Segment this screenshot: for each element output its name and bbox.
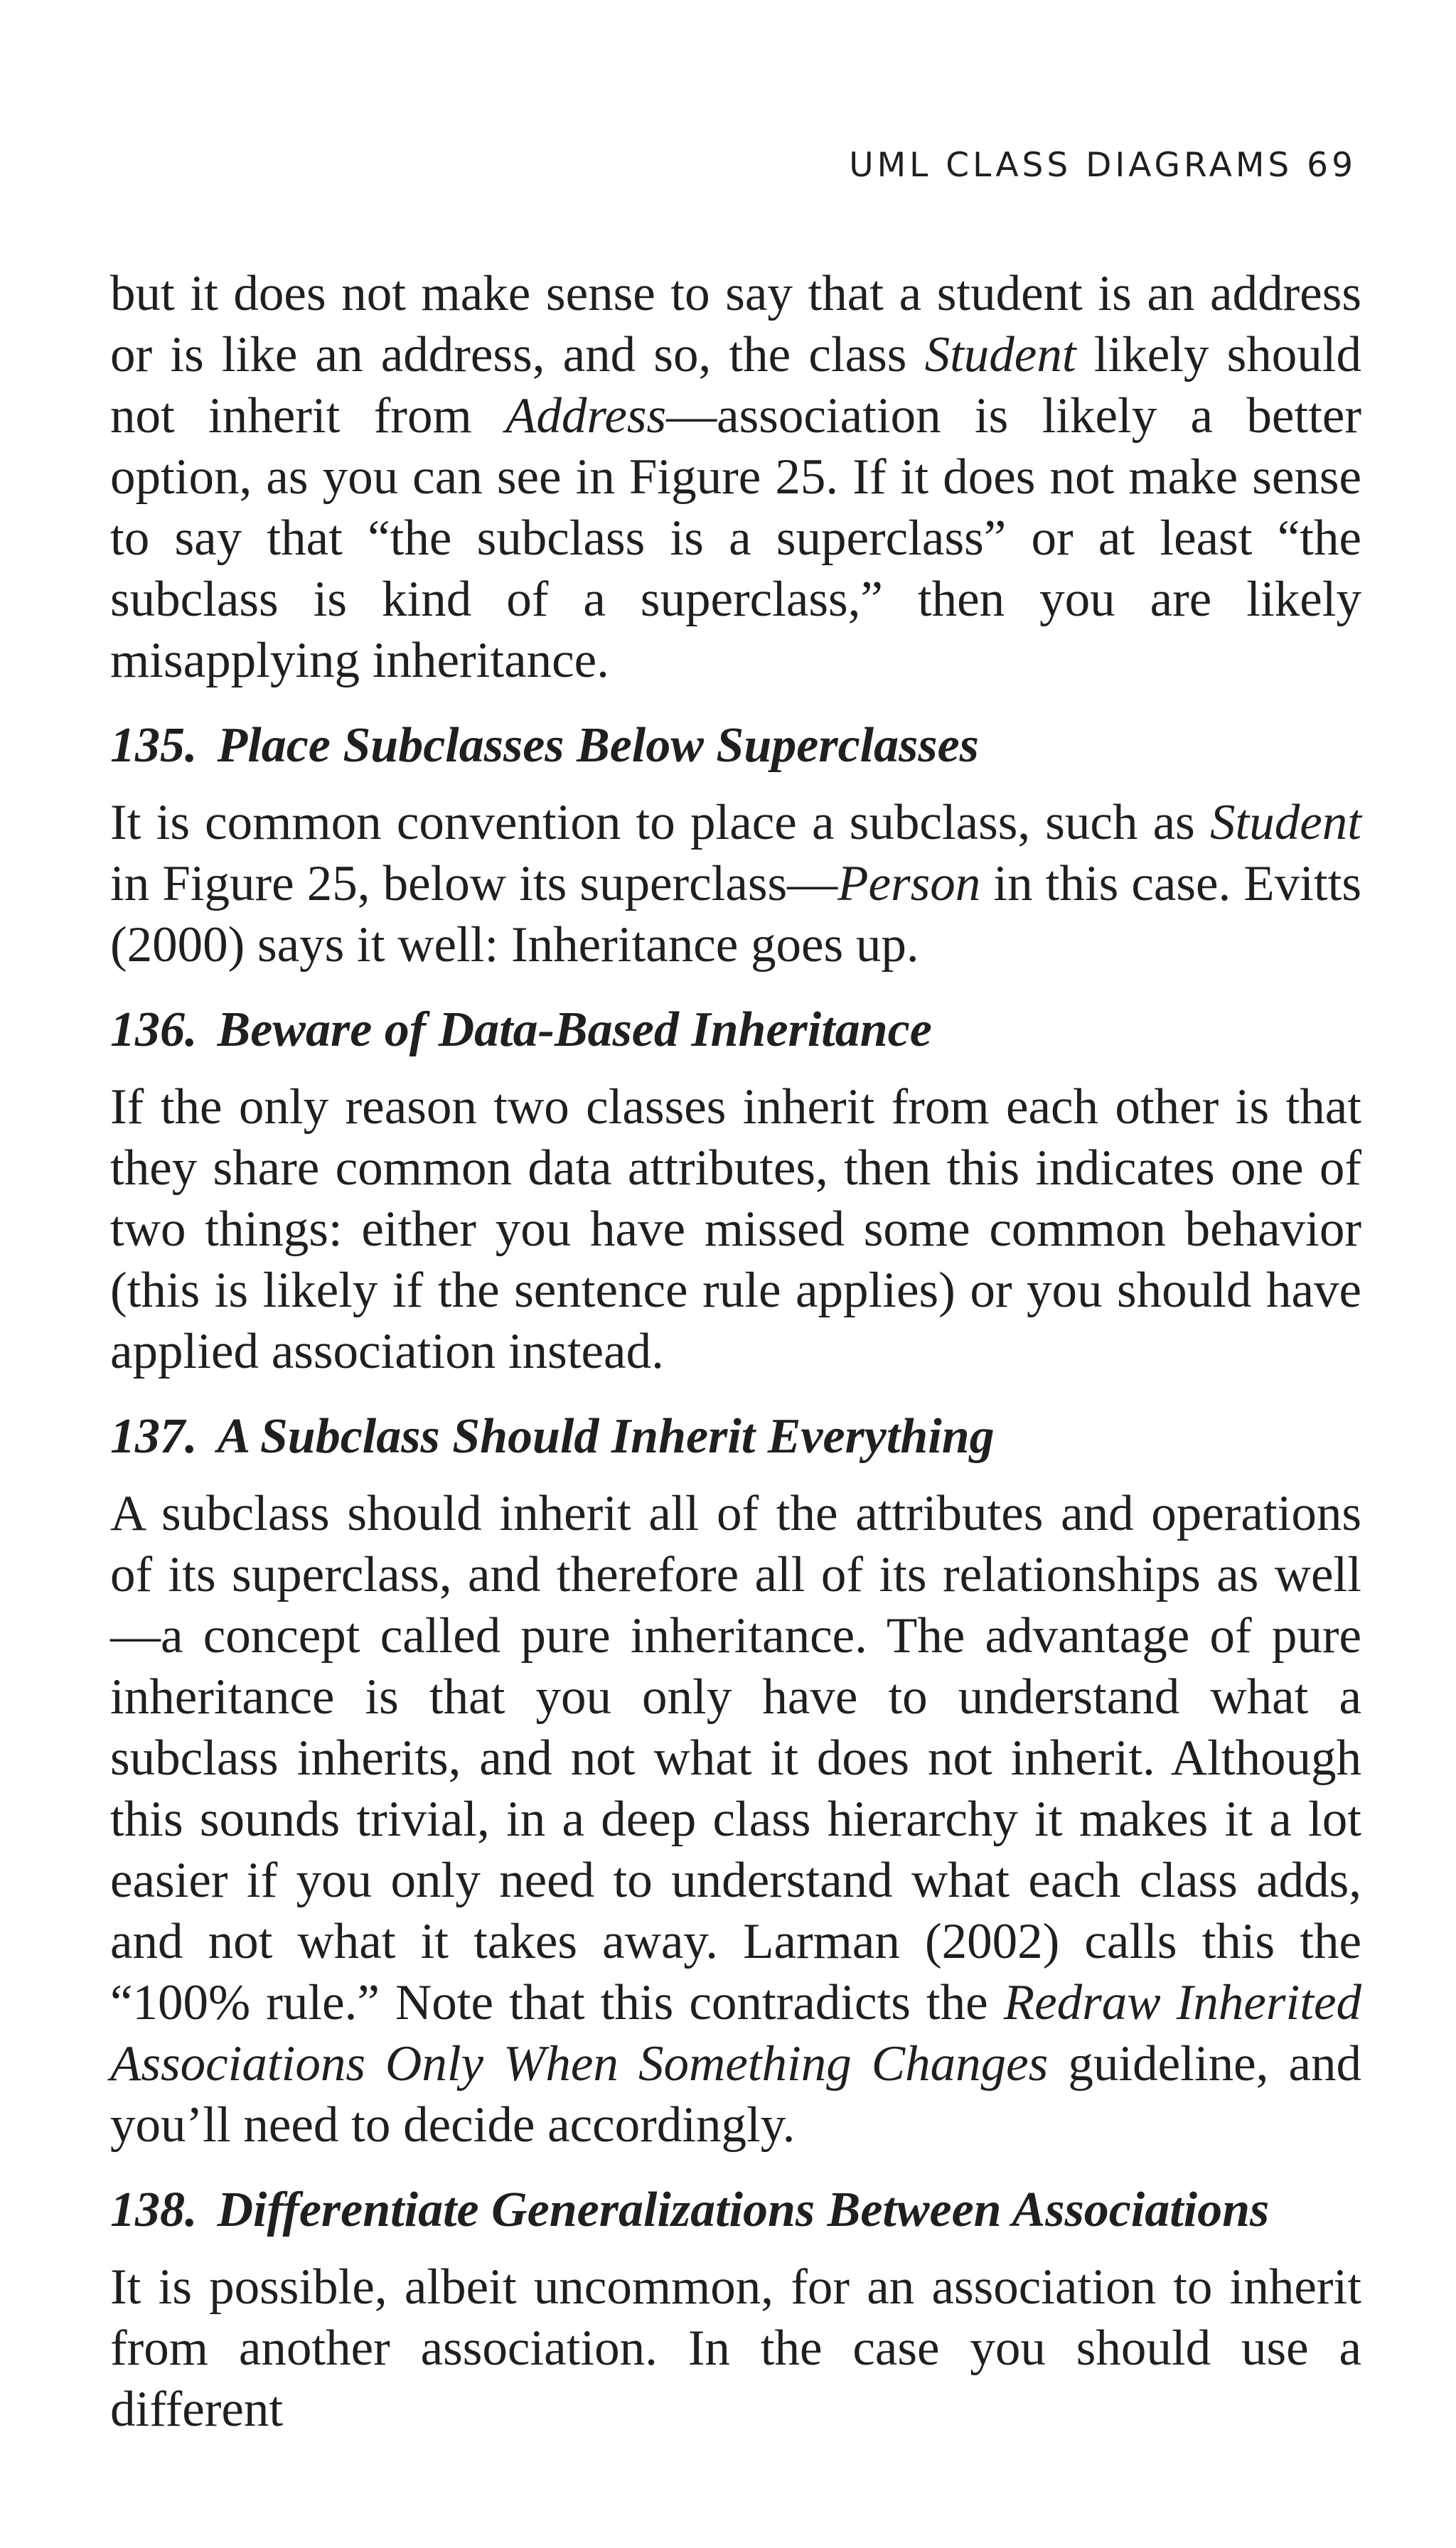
intro-italic-student: Student xyxy=(924,327,1076,382)
section-138-paragraph: It is possible, albeit uncommon, for an association to inherit from another association. In the case you should use a different xyxy=(110,2259,1361,2437)
section-137-paragraph xyxy=(110,1483,1361,2156)
page-body xyxy=(110,263,1361,2440)
section-136-title: Beware of Data-Based Inheritance xyxy=(217,1002,932,1057)
intro-paragraph xyxy=(110,263,1361,691)
section-135-text-3: in this case. Evitts (2000) says it well: Inheritance goes up. xyxy=(110,856,1361,973)
section-137-heading xyxy=(110,1406,1361,1467)
section-138-title: Differentiate Generalizations Between Associations xyxy=(217,2183,1270,2237)
section-137-text-1: A subclass should inherit all of the attributes and operations of its superclass, and therefore all of its relationships as well—a concept called pure inheritance. The advantage of pure inheritance is that you only have to understand what a subclass inherits, and not what it does not inherit. Although this sounds trivial, in a deep class hierarchy it makes it a lot easier if you only need to understand what each class adds, and not what it takes away. Larman (2002) calls this the “100% rule.” Note that this contradicts the xyxy=(110,1486,1361,2030)
intro-text-3: —association is likely a better option, as you can see in Figure 25. If it does not make sense to say that “the subclass is a superclass” or at least “the subclass is kind of a superclass,” then you are likely misapplying inheritance. xyxy=(110,388,1361,688)
section-138-heading xyxy=(110,2180,1361,2241)
section-135-italic-person: Person xyxy=(837,856,981,911)
section-135-paragraph xyxy=(110,792,1361,975)
section-137-italic-guideline: Redraw Inherited Associations Only When Something Changes xyxy=(110,1975,1361,2092)
section-135-text-2: in Figure 25, below its superclass— xyxy=(110,856,838,911)
section-135-title: Place Subclasses Below Superclasses xyxy=(217,718,979,773)
section-135-number: 135. xyxy=(110,718,198,773)
section-138-number: 138. xyxy=(110,2183,198,2237)
intro-text-1: but it does not make sense to say that a student is an address or is like an address, and so, the class xyxy=(110,266,1361,382)
section-136-heading xyxy=(110,1000,1361,1061)
intro-text-2: likely should not inherit from xyxy=(110,327,1361,444)
section-135-text-1: It is common convention to place a subclass, such as xyxy=(110,795,1211,850)
section-135-heading xyxy=(110,715,1361,776)
section-137-title: A Subclass Should Inherit Everything xyxy=(217,1409,995,1464)
section-136-paragraph: If the only reason two classes inherit from each other is that they share common data attributes, then this indicates one of two things: either you have missed some common behavior (this is likely if the sentence rule applies) or you should have applied association instead. xyxy=(110,1079,1361,1379)
section-137-number: 137. xyxy=(110,1409,198,1464)
section-137-text-2: guideline, and you’ll need to decide accordingly. xyxy=(110,2036,1361,2153)
running-head: UML CLASS DIAGRAMS 69 xyxy=(849,146,1356,185)
section-135-italic-student: Student xyxy=(1210,795,1361,850)
section-136-number: 136. xyxy=(110,1002,198,1057)
intro-italic-address: Address xyxy=(505,388,667,444)
